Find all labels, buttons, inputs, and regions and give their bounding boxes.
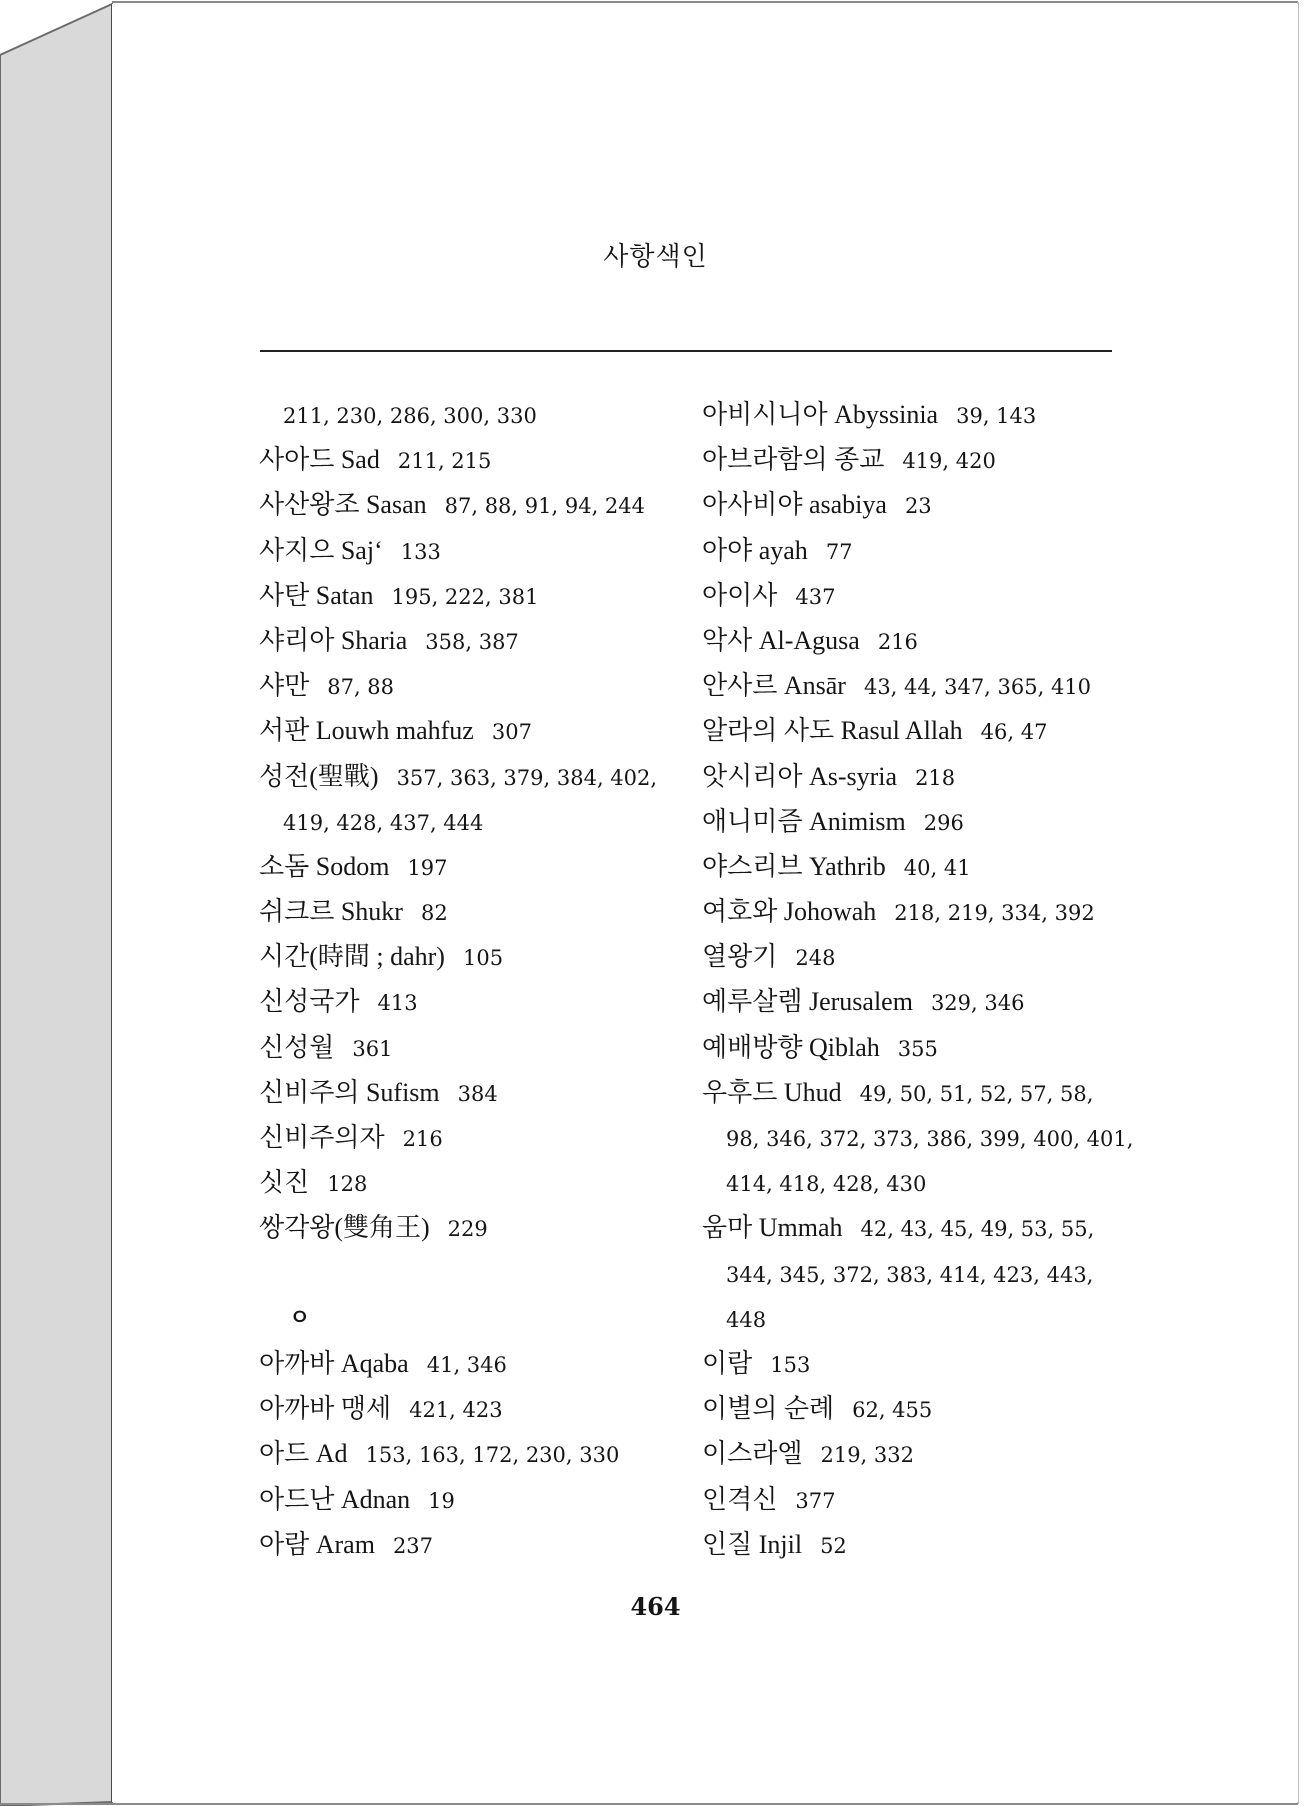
- index-page-refs: 19: [428, 1488, 455, 1513]
- index-page-refs: 219, 332: [820, 1443, 914, 1468]
- index-term: 아까바 Aqaba: [259, 1348, 409, 1378]
- index-entry: [259, 618, 699, 663]
- index-entry: [259, 482, 699, 527]
- index-page-refs: 153, 163, 172, 230, 330: [365, 1443, 620, 1468]
- index-page-refs: 357, 363, 379, 384, 402,: [396, 765, 658, 790]
- index-term: 이스라엘: [702, 1439, 803, 1469]
- index-term: 사산왕조 Sasan: [259, 490, 427, 520]
- index-entry: [259, 573, 699, 618]
- index-page-refs: 419, 428, 437, 444: [283, 810, 484, 835]
- index-entry: [259, 663, 699, 708]
- index-entry: [259, 1522, 699, 1567]
- index-entry: [702, 844, 1142, 889]
- index-term: 사탄 Satan: [259, 580, 374, 610]
- index-page-refs: 384: [457, 1081, 498, 1106]
- index-entry-continuation: [702, 1296, 1142, 1341]
- index-term: 소돔 Sodom: [259, 851, 390, 881]
- index-term: 신성월: [259, 1032, 335, 1062]
- index-spacer: [259, 1251, 699, 1296]
- index-page-refs: 133: [400, 539, 441, 564]
- index-page-refs: 361: [352, 1036, 393, 1061]
- index-entry: [702, 1070, 1142, 1115]
- index-term: 이별의 순례: [702, 1394, 835, 1424]
- index-page-refs: 448: [726, 1307, 767, 1332]
- index-entry: [259, 1431, 699, 1476]
- index-term: 서판 Louwh mahfuz: [259, 716, 474, 746]
- index-column-left: [259, 392, 699, 1567]
- index-page-refs: 414, 418, 428, 430: [726, 1172, 927, 1197]
- index-page-refs: 105: [462, 946, 504, 971]
- index-entry: [259, 1341, 699, 1386]
- index-entry: [259, 1025, 699, 1070]
- index-term: 신비주의 Sufism: [259, 1077, 440, 1107]
- index-term: 애니미즘 Animism: [702, 806, 906, 836]
- index-term: 샤만: [259, 671, 310, 701]
- index-entry: [259, 889, 699, 934]
- index-page-refs: 437: [795, 584, 836, 609]
- index-term: 예루살렘 Jerusalem: [702, 987, 913, 1017]
- index-page-refs: 42, 43, 45, 49, 53, 55,: [860, 1217, 1095, 1242]
- index-page-refs: 216: [402, 1127, 443, 1151]
- index-term: 아까바 맹세: [259, 1394, 392, 1424]
- index-page-refs: 329, 346: [930, 991, 1025, 1016]
- index-term: 아드난 Adnan: [259, 1484, 411, 1514]
- index-page-refs: 237: [392, 1533, 434, 1558]
- index-entry: [702, 754, 1142, 799]
- index-entry: [702, 1522, 1142, 1567]
- index-entry-continuation: [702, 1160, 1142, 1205]
- index-term: 아브라함의 종교: [702, 445, 885, 475]
- index-page-refs: 62, 455: [852, 1398, 933, 1423]
- index-page-refs: 98, 346, 372, 373, 386, 399, 400, 401,: [726, 1127, 1134, 1151]
- index-term: 앗시리아 As-syria: [702, 761, 898, 791]
- index-term: 움마 Ummah: [702, 1213, 843, 1243]
- index-term: 인격신: [702, 1484, 778, 1514]
- index-entry: [259, 844, 699, 889]
- index-page-refs: 197: [407, 855, 448, 880]
- index-term: 아람 Aram: [259, 1529, 375, 1559]
- index-page-refs: 49, 50, 51, 52, 57, 58,: [859, 1081, 1094, 1106]
- index-page-refs: 87, 88: [327, 675, 395, 700]
- index-page-refs: 307: [491, 720, 532, 745]
- index-term: 성전(聖戰): [259, 761, 379, 791]
- index-page-refs: 153: [770, 1352, 811, 1377]
- index-term: 쌍각왕(雙角王): [259, 1213, 430, 1243]
- index-entry-continuation: [702, 1251, 1142, 1296]
- index-entry: [259, 708, 699, 753]
- index-entry-continuation: [259, 799, 699, 844]
- index-page-refs: 211, 215: [397, 449, 492, 474]
- index-term: 샤리아 Sharia: [259, 625, 408, 655]
- index-page-refs: 413: [377, 991, 418, 1016]
- index-term: 신성국가: [259, 987, 360, 1017]
- index-entry: [259, 934, 699, 979]
- index-entry: [702, 528, 1142, 573]
- index-page-refs: 218, 219, 334, 392: [894, 901, 1095, 926]
- index-term: 알라의 사도 Rasul Allah: [702, 716, 963, 746]
- index-page-refs: 43, 44, 347, 365, 410: [863, 675, 1092, 700]
- index-entry: [259, 979, 699, 1024]
- index-entry: [702, 799, 1142, 844]
- page-number: 464: [630, 1592, 681, 1621]
- index-page-refs: 211, 230, 286, 300, 330: [283, 404, 537, 428]
- index-term: 쉬크르 Shukr: [259, 897, 403, 927]
- index-term: 악사 Al-Agusa: [702, 625, 860, 655]
- index-entry: [702, 573, 1142, 618]
- index-page-refs: 229: [447, 1217, 488, 1242]
- index-entry: [702, 437, 1142, 482]
- index-entry: [702, 482, 1142, 527]
- index-page-refs: 344, 345, 372, 383, 414, 423, 443,: [726, 1262, 1094, 1287]
- index-term: 안사르 Ansār: [702, 671, 846, 701]
- index-entry-continuation: [702, 1115, 1142, 1160]
- index-term: 예배방향 Qiblah: [702, 1032, 880, 1062]
- index-term: 시간(時間 ; dahr): [259, 942, 445, 972]
- index-page-refs: 128: [327, 1172, 368, 1197]
- index-entry: [702, 1431, 1142, 1476]
- index-entry-continuation: [259, 392, 699, 437]
- index-term: 아사비야 asabiya: [702, 490, 887, 520]
- index-entry: [702, 1386, 1142, 1431]
- index-term: 인질 Injil: [702, 1529, 803, 1559]
- index-page-refs: 39, 143: [956, 404, 1037, 428]
- index-page-refs: 40, 41: [903, 855, 971, 880]
- index-page-refs: 296: [923, 810, 964, 835]
- index-entry: [702, 1341, 1142, 1386]
- title-divider: [260, 350, 1112, 352]
- index-entry: [259, 1070, 699, 1115]
- index-entry: [702, 1477, 1142, 1522]
- index-page-refs: 23: [904, 494, 932, 519]
- index-entry: [259, 1160, 699, 1205]
- index-entry: [259, 1386, 699, 1431]
- index-term: 아비시니아 Abyssinia: [702, 400, 939, 429]
- index-page-refs: 216: [877, 629, 918, 654]
- index-entry: [702, 392, 1142, 437]
- index-page-refs: 52: [820, 1533, 847, 1558]
- index-term: 이람: [702, 1348, 753, 1378]
- index-page-refs: 421, 423: [409, 1398, 503, 1423]
- index-page-refs: 358, 387: [425, 629, 519, 654]
- index-entry: [259, 754, 699, 799]
- index-page-refs: 195, 222, 381: [391, 584, 539, 609]
- index-term: 아야 ayah: [702, 535, 808, 565]
- index-entry: [702, 889, 1142, 934]
- index-term: 열왕기: [702, 942, 778, 972]
- index-term: 아이사: [702, 580, 778, 610]
- index-page-refs: 355: [897, 1036, 938, 1061]
- index-entry: [702, 934, 1142, 979]
- index-term: 아드 Ad: [259, 1439, 348, 1469]
- index-section-letter: ㅇ: [289, 1305, 311, 1331]
- index-term: 싯진: [259, 1168, 310, 1198]
- index-page-refs: 248: [795, 946, 836, 971]
- index-entry: [702, 1025, 1142, 1070]
- index-entry: [702, 708, 1142, 753]
- index-term: 우후드 Uhud: [702, 1077, 842, 1107]
- index-entry: [702, 618, 1142, 663]
- index-entry: [259, 1205, 699, 1250]
- index-page-refs: 77: [825, 539, 853, 564]
- index-page-refs: 46, 47: [980, 720, 1048, 745]
- index-entry: [259, 1477, 699, 1522]
- page-title: 사항색인: [603, 242, 708, 272]
- index-page-refs: 218: [915, 765, 956, 790]
- index-entry: [702, 663, 1142, 708]
- index-term: 사지으 Saj‘: [259, 535, 383, 565]
- index-entry: [702, 1205, 1142, 1250]
- index-page-refs: 87, 88, 91, 94, 244: [444, 494, 645, 519]
- index-term: 야스리브 Yathrib: [702, 851, 886, 881]
- index-term: 사아드 Sad: [259, 445, 380, 475]
- index-term: 신비주의자: [259, 1123, 385, 1152]
- index-page-refs: 377: [795, 1488, 836, 1513]
- index-entry: [702, 979, 1142, 1024]
- index-page-refs: 82: [420, 901, 448, 926]
- index-entry: [259, 437, 699, 482]
- index-entry: [259, 528, 699, 573]
- index-column-right: [702, 392, 1142, 1567]
- index-page-refs: 41, 346: [426, 1352, 507, 1377]
- index-term: 여호와 Johowah: [702, 897, 877, 927]
- index-entry: [259, 1115, 699, 1160]
- index-page-refs: 419, 420: [902, 449, 996, 474]
